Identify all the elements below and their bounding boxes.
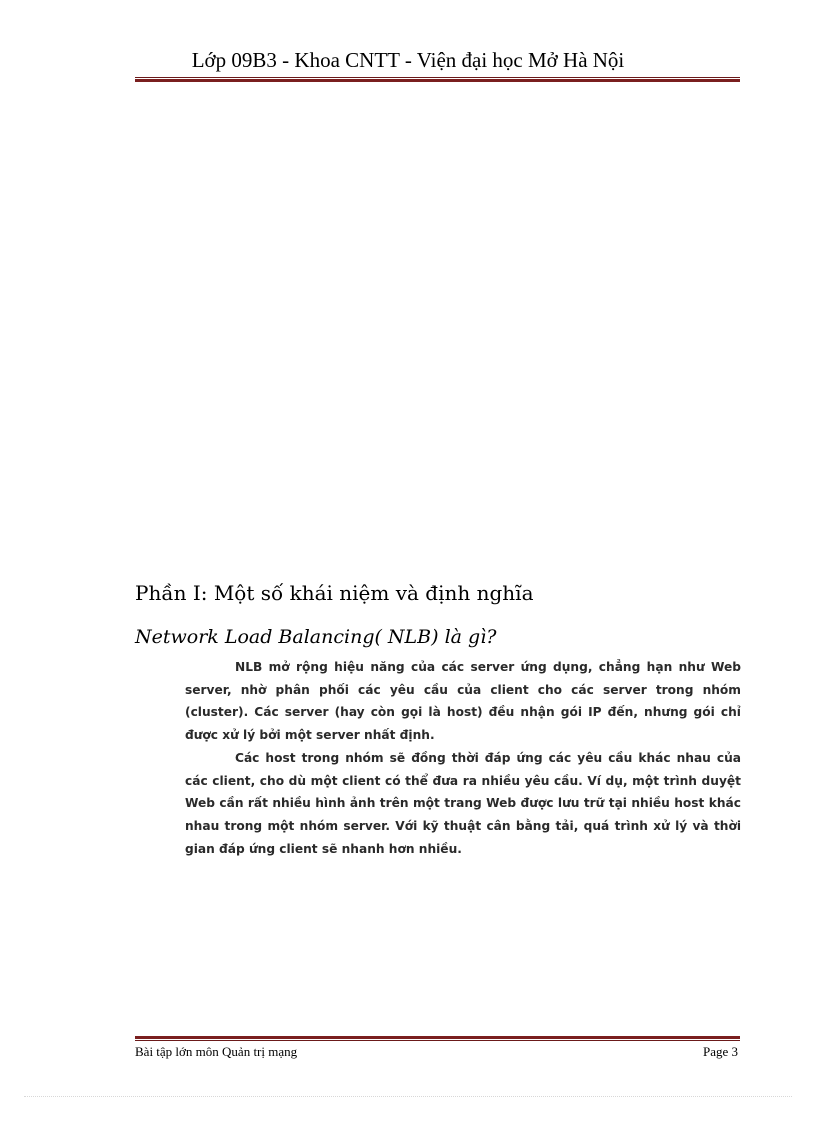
paragraph-1: NLB mở rộng hiệu năng của các server ứng dụng, chẳng hạn như Web server, nhờ phân phối các yêu cầu của client cho các server trong nhóm (cluster). Các server (hay còn gọi là host) đều nhận gói IP đến, nhưng gói chỉ được xử lý bởi một server nhất định. <box>185 660 741 743</box>
footer-page-number: Page 3 <box>702 1044 738 1059</box>
footer-rule-thick <box>135 1036 740 1039</box>
header-rule-thick <box>135 79 740 82</box>
paragraph-2: Các host trong nhóm sẽ đồng thời đáp ứng các yêu cầu khác nhau của các client, cho dù một client có thể đưa ra nhiều yêu cầu. Ví dụ, một trình duyệt Web cần rất nhiều hình ảnh trên một trang Web được lưu trữ tại nhiều host khác nhau trong một nhóm server. Với kỹ thuật cân bằng tải, quá trình xử lý và thời gian đáp ứng client sẽ nhanh hơn nhiều. <box>185 750 741 856</box>
page-bottom-edge <box>24 1096 792 1097</box>
section-heading: Phần I: Một số khái niệm và định nghĩa <box>135 581 534 605</box>
header-rule-thin <box>135 77 740 78</box>
footer-course-name: Bài tập lớn môn Quản trị mạng <box>135 1044 298 1059</box>
subsection-heading: Network Load Balancing( NLB) là gì? <box>135 626 497 648</box>
body-text <box>185 656 741 860</box>
footer-rule-thin <box>135 1040 740 1041</box>
page-header-title: Lớp 09B3 - Khoa CNTT - Viện đại học Mở Hà Nội <box>191 48 625 72</box>
